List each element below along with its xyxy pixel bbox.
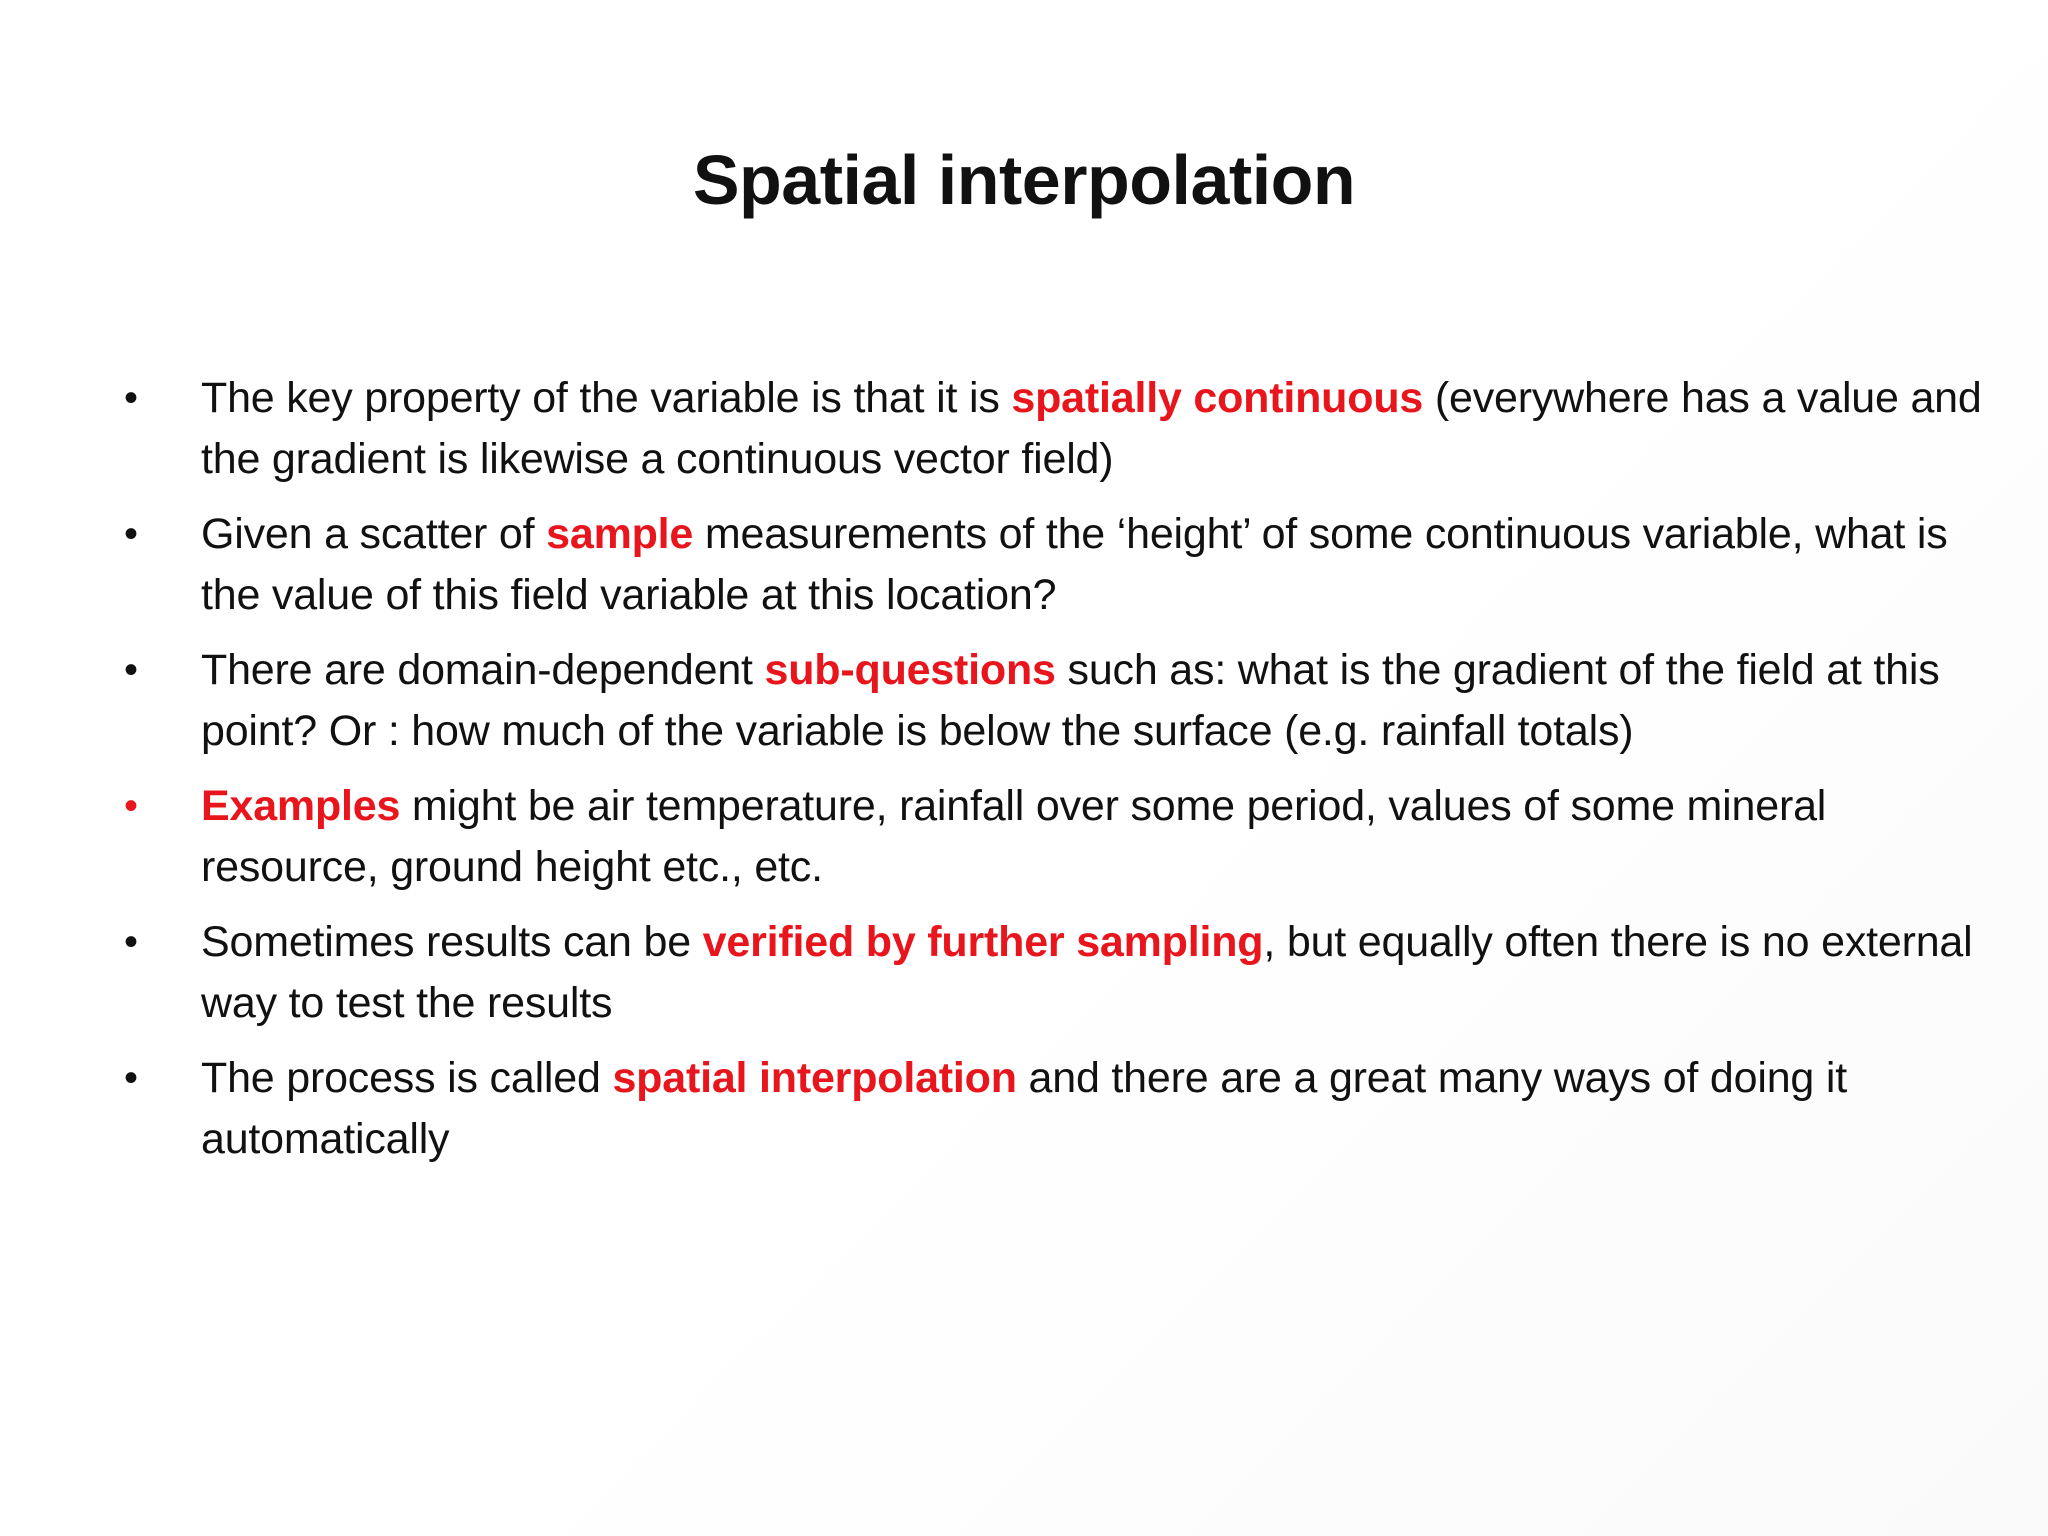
bullet-text: Sometimes results can be — [201, 918, 703, 966]
bullet-item — [0, 640, 2048, 762]
bullet-item — [0, 504, 2048, 626]
bullet-item — [0, 912, 2048, 1034]
bullet-marker: • — [124, 784, 138, 828]
bullet-marker: • — [124, 512, 138, 556]
bullet-text: , but equally often there is no external way to test the results — [201, 918, 1973, 1027]
bullet-text: There are domain-dependent — [201, 646, 765, 694]
bullet-text: measurements of the ‘height’ of some continuous variable, what is the value of this field variable at this location? — [201, 510, 1948, 619]
bullet-item — [0, 368, 2048, 490]
bullet-item — [0, 1048, 2048, 1170]
bullet-marker: • — [124, 376, 138, 420]
bullet-list — [0, 368, 2048, 1184]
bullet-text: might be air temperature, rainfall over some period, values of some mineral resource, ground height etc., etc. — [201, 782, 1827, 891]
bullet-highlight: sample — [546, 510, 694, 558]
bullet-highlight: spatial interpolation — [612, 1054, 1017, 1102]
bullet-text: (everywhere has a value and the gradient is likewise a continuous vector field) — [201, 374, 1982, 483]
bullet-text: and there are a great many ways of doing it automatically — [201, 1054, 1847, 1163]
bullet-marker: • — [124, 648, 138, 692]
bullet-marker: • — [124, 1056, 138, 1100]
bullet-highlight: spatially continuous — [1011, 374, 1424, 422]
bullet-text: The process is called — [201, 1054, 613, 1102]
bullet-highlight: sub-questions — [764, 646, 1056, 694]
bullet-text: The key property of the variable is that it is — [201, 374, 1012, 422]
bullet-text: such as: what is the gradient of the field at this point? Or : how much of the variable is below the surface (e.g. rainfall totals) — [201, 646, 1940, 755]
bullet-marker: • — [124, 920, 138, 964]
bullet-item — [0, 776, 2048, 898]
bullet-highlight: verified by further sampling — [702, 918, 1264, 966]
bullet-text: Given a scatter of — [201, 510, 547, 558]
slide-title: Spatial interpolation — [692, 141, 1356, 219]
bullet-highlight: Examples — [201, 782, 401, 830]
